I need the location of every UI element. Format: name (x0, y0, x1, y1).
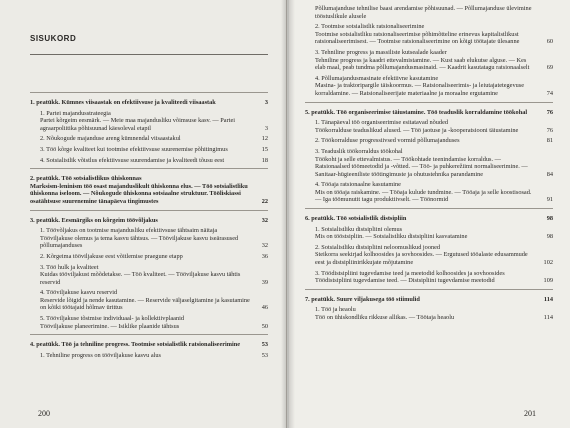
toc-page-number: 36 (261, 252, 268, 260)
toc-entry-description: Tehniline progress ja kaadri ettevalmistamine. — Kust saab elukutse alguse. — Kes elab maal, peab tundma põllumajandusmasinaid. — Kaadrit kasutatagu ratsionaalselt (315, 56, 530, 72)
toc-page-number: 114 (543, 314, 553, 321)
toc-entry (305, 23, 553, 46)
toc-page-number: 74 (546, 89, 553, 97)
toc-entry-title: 3. Tehniline progress ja massiliste kutsealade kaader (315, 48, 447, 56)
toc-entry-title: 3. peatükk. Eesmärgiks on kõrgeim töövõljakus (30, 216, 158, 224)
toc-page-number: 98 (546, 215, 553, 223)
toc-entry-title: 4. Põllumajandusmasinate efektiivne kasutamine (315, 74, 439, 82)
chapter-rule (30, 334, 268, 335)
toc-entry (30, 157, 268, 165)
toc-entry-title: 1. Töö ja heaolu (315, 306, 356, 314)
toc-entry-description: Töökoht ja selle ettevalmistus. — Töökohtade teenindamise korraldus. — Ratsionaalsed töömeetodid ja -võtted. — Töö- ja puhkerežiimi normaliseerimine. — Sanitaar-hügieeniliste töötingimuste ja ohutustehnika parandamine (315, 155, 528, 178)
toc-page-number: 39 (261, 278, 268, 286)
chapter-rule (305, 208, 553, 209)
toc-page-number: 81 (546, 137, 553, 145)
toc-entry (30, 289, 268, 312)
toc-page-number: 32 (261, 216, 268, 224)
toc-chapter (30, 175, 268, 205)
toc-entry (305, 306, 553, 321)
toc-entry-description: Steikorra seekirjad kolhoosides ja sovhoosides. — Ergutused tööalaste edusammude eest ja distsipliinirikkujate mõjutamine (315, 251, 528, 267)
toc-chapter (305, 296, 553, 304)
toc-page-number: 84 (546, 170, 553, 178)
page-number-left: 200 (38, 409, 50, 418)
toc-entry (30, 110, 268, 133)
toc-entry (305, 5, 553, 20)
toc-entry (305, 181, 553, 204)
toc-entry-title: 2. Tootmise sotsialistlik ratsionaliseerimine (315, 23, 425, 31)
toc-entry (30, 227, 268, 250)
toc-page-number: 12 (261, 135, 268, 143)
right-page (287, 0, 570, 428)
toc-entry-description: Tootmise sotsialistliku ratsionaliseerimise põhimõtteline erinevus kapitalistlikust ratsionaliseerimisest. — Tootmise ratsionaliseerimine on kõigi töötajate ülesanne (315, 30, 520, 46)
toc-chapter (30, 341, 268, 349)
toc-page-number: 3 (264, 99, 268, 106)
toc-entry-title: 2. Nõukogude majanduse areng kümnendal viisaastakul (40, 135, 181, 143)
toc-entry-title: 3. Teaduslik töökorraldus töökohal (315, 147, 403, 155)
toc-page-number: 3 (264, 124, 268, 132)
toc-entry (30, 352, 268, 360)
toc-entry (305, 119, 553, 134)
toc-page-number: 53 (261, 341, 268, 349)
toc-entry (305, 226, 553, 241)
toc-entry-title: 3. Töö kõrge kvaliteet kui tootmise efektiivsuse suurenemise põhitingimus (40, 145, 228, 153)
toc-entry (30, 315, 268, 330)
page-title: SISUKORD (30, 34, 77, 43)
toc-right (305, 2, 553, 322)
toc-page-number: 98 (546, 233, 553, 241)
title-rule (30, 54, 268, 55)
toc-page-number: 18 (261, 156, 268, 164)
toc-entry (305, 148, 553, 178)
toc-page-number: 109 (543, 277, 553, 285)
chapter-rule (30, 168, 268, 169)
toc-entry-description: Partei kõrgeim eesmärk. — Meie maa majandusliku võimsuse kasv. — Partei agraarpoliitika põhisuunad käesoleval etapil (40, 117, 235, 132)
toc-chapter (305, 109, 553, 117)
toc-entry-description: Masina- ja traktoripargile täiskoormus. — Ratsionaliseerimis- ja leiutajatetegevuse korraldamine. — Ratsionaliseerijate materiaalne ja moraalne ergutamine (315, 82, 525, 97)
toc-entry-title: 1. Tehniline progress on tööviljakuse kasvu alus (40, 351, 161, 359)
toc-chapter (30, 99, 268, 107)
toc-entry-title: 1. Partei majandusstrateegia (40, 109, 111, 117)
toc-page-number: 60 (546, 38, 553, 46)
toc-page-number: 76 (546, 108, 553, 116)
toc-entry (305, 270, 553, 285)
toc-page-number: 91 (546, 196, 553, 204)
toc-page-number: 69 (546, 64, 553, 72)
toc-entry-title: 4. peatükk. Töö ja tehniline progress. Tootmise sotsialistlik ratsionaliseerimine (30, 341, 241, 349)
toc-entry (30, 253, 268, 261)
chapter-rule (30, 92, 268, 93)
toc-entry-title: 4. Sotsialistlik võistlus efektiivsuse suurendamise ja kvaliteedi tõusu eest (40, 156, 225, 164)
toc-page-number: 15 (261, 145, 268, 153)
toc-entry-title: 4. Tööaja ratsionaalne kasutamine (315, 181, 401, 189)
toc-entry-title: 7. peatükk. Suure viljakusega töö stiimulid (305, 295, 420, 303)
toc-entry-title: Põllumajanduse tehnilise baasi arendamise põhisuunad. — Põllumajanduse ülevimine tööstuslikule alusele (315, 5, 532, 20)
toc-entry-description: Mis on tööstsipliin. — Sotsialistliku distsipliini kasvatamine (315, 233, 468, 241)
toc-entry (305, 75, 553, 98)
toc-page-number: 102 (543, 259, 553, 267)
toc-entry (305, 244, 553, 267)
toc-entry-description: Töökorralduse teaduslikud alused. — Töö jaotuse ja -kooperatsiooni täiustamine (315, 126, 519, 134)
toc-entry-title: 1. peatükk. Kümnes viisaastak on efektiivsuse ja kvaliteedi viisaastak (30, 99, 216, 106)
toc-page-number: 50 (261, 322, 268, 330)
toc-page-number: 46 (261, 304, 268, 312)
toc-entry-title: 2. Sotsialistliku distsipliini neloomuslikud jooned (315, 243, 441, 251)
toc-chapter (305, 215, 553, 223)
toc-entry-title: 6. peatükk. Töö sotsialistlik distsipliin (305, 215, 407, 223)
toc-entry-description: Töö on ühiskondliku rikkuse allikas. — Töötaja heaolu (315, 314, 455, 321)
toc-entry-title: 1. Tänapäeval töö organiseerimise esitatavad nõuded (315, 119, 449, 127)
toc-page-number: 22 (261, 197, 268, 205)
toc-entry-title: 1. Töövõljakus on tootmise majandusliku efektiivsuse tähtsaim näitaja (40, 227, 218, 235)
toc-entry-description: Marksism-leninism töö osast majanduslikult ühiskonna elus. — Töö sotsialistliku ühiskonna iseloom. — Nõukogude ühiskonna sotsiaalne struktuur. Tööliskiassi osatähtsuse suurenemine tänapäeva tingimustes (30, 182, 248, 205)
chapter-rule (30, 210, 268, 211)
toc-entry-title: 2. Kõrgeima tööviljakuse eest võitlemise praegune etapp (40, 252, 183, 260)
toc-entry (30, 264, 268, 287)
toc-entry-title: 2. peatükk. Töö sotsialistlikus ühiskonnas (30, 175, 142, 183)
toc-entry-title: 1. Sotsialistliku distsipliini olemus (315, 225, 403, 233)
toc-page-number: 76 (546, 126, 553, 134)
chapter-rule (305, 289, 553, 290)
toc-entry-description: Tööviljakuse olemus ja tema kasvu tähtsus. — Tööviljakuse kasvu iseärasused põllumajanduses (40, 234, 239, 250)
toc-entry-description: Töödistsipliini tugevdamise teed. — Distsipliini tugevdamise meetodid (315, 277, 495, 285)
toc-left (30, 88, 268, 359)
toc-entry-title: 4. Tööviljakuse kasvu reservid (40, 289, 118, 297)
toc-entry-title: 5. Tööviljakuse tõstmise individuaal- ja kollektiivplaanid (40, 315, 184, 323)
toc-entry-title: 2. Töökorralduse progressiivsed vormid põllumajanduses (315, 137, 460, 145)
toc-entry (30, 135, 268, 143)
toc-page-number: 32 (261, 242, 268, 250)
toc-entry-description: Kuidas tööviljakust mõõdetakse. — Töö kvaliteet. — Tööviljakuse kasvu tähtis reservid (40, 271, 241, 286)
toc-page-number: 114 (543, 295, 553, 303)
toc-entry-title: 3. Töö hulk ja kvaliteet (40, 263, 99, 271)
toc-entry-description: Mis on tööaja raiskamine. — Tööaja kulude tundmine. — Tööaja ja selle koostisosad. — Iga töömunutit tagu produktiivselt. — Töönormid (315, 188, 532, 204)
toc-chapter (30, 217, 268, 225)
toc-entry-description: Reservide lõigid ja nende kasutamine. — Reservide väljaselgitamine ja kasutamine on kõiki töötajaid hõlmav ürittus (40, 296, 250, 312)
page-number-right: 201 (524, 409, 536, 418)
toc-entry-title: 3. Töödistsipliini tugevdamise teed ja meetodid kolhoosides ja sovhoosides (315, 269, 505, 277)
toc-entry (30, 146, 268, 154)
toc-entry-title: 5. peatükk. Töö organiseerimise täiustamine. Töö teaduslik korraldamine töökohal (305, 108, 528, 116)
chapter-rule (305, 102, 553, 103)
toc-entry-description: Tööviljakuse planeerimine. — Isiklike plaanide tähtsus (40, 322, 180, 330)
toc-entry (305, 137, 553, 145)
toc-entry (305, 49, 553, 72)
toc-page-number: 53 (261, 351, 268, 359)
